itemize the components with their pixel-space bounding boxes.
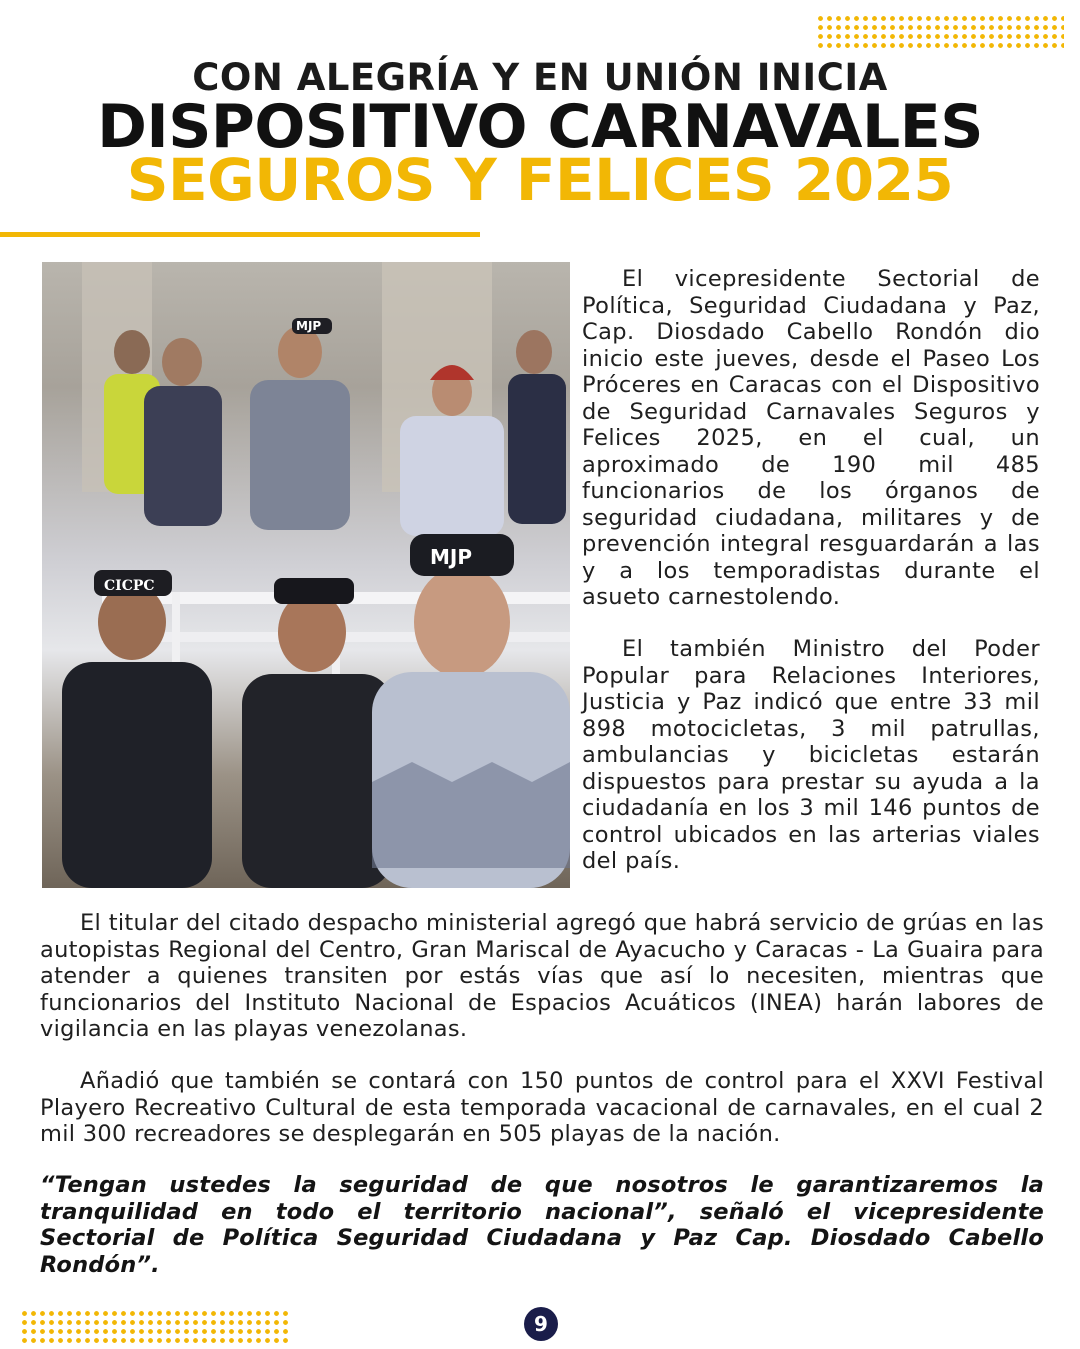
page-number-badge: 9	[524, 1307, 558, 1341]
closing-quote: “Tengan ustedes la seguridad de que nosotros le garantizaremos la tranquilidad en todo el territorio nacional”, señaló el vicepresidente Sectorial de Política Seguridad Ciudadana y Paz Cap. Diosdado Cabello Rondón”.	[40, 1172, 1044, 1278]
yellow-divider	[0, 232, 480, 237]
paragraph-1: El vicepresidente Sectorial de Política, Seguridad Ciudadana y Paz, Cap. Diosdado Cabello Rondón dio inicio este jueves, desde el Paseo Los Próceres en Caracas con el Dispositivo de Seguridad Carnavales Seguros y Felices 2025, en el cual, un aproximado de 190 mil 485 funcionarios de los órganos de seguridad ciudadana, militares y de prevención integral resguardarán a las y a los temporadistas durante el asueto carnestolendo.	[582, 266, 1040, 610]
cap-label-right: MJP	[430, 545, 473, 569]
cap-label-left: CICPC	[104, 578, 155, 594]
headline-line-3: SEGUROS Y FELICES 2025	[126, 146, 954, 214]
decorative-dots-bottom	[20, 1309, 290, 1345]
headline-line-1: CON ALEGRÍA Y EN UNIÓN INICIA	[192, 56, 888, 99]
paragraph-3: El titular del citado despacho ministerial agregó que habrá servicio de grúas en las autopistas Regional del Centro, Gran Mariscal de Ayacucho y Caracas - La Guaira para atender a quienes transiten por estás vías que así lo necesiten, mientras que funcionarios del Instituto Nacional de Espacios Acuáticos (INEA) harán labores de vigilancia en las playas venezolanas.	[40, 910, 1044, 1042]
headline-line-2: DISPOSITIVO CARNAVALES	[97, 92, 983, 162]
cap-label-stage: MJP	[296, 319, 322, 333]
paragraph-2: El también Ministro del Poder Popular para Relaciones Interiores, Justicia y Paz indicó que entre 33 mil 898 motocicletas, 3 mil patrullas, ambulancias y bicicletas estarán dispuestos para prestar su ayuda a la ciudadanía en los 3 mil 146 puntos de control ubicados en las arterias viales del país.	[582, 636, 1040, 874]
event-photo	[42, 262, 570, 888]
paragraph-4: Añadió que también se contará con 150 puntos de control para el XXVI Festival Playero Recreativo Cultural de esta temporada vacacional de carnavales, en el cual 2 mil 300 recreadores se desplegarán en 505 playas de la nación.	[40, 1068, 1044, 1147]
photo-illustration	[42, 262, 570, 888]
decorative-dots-top	[816, 14, 1064, 50]
